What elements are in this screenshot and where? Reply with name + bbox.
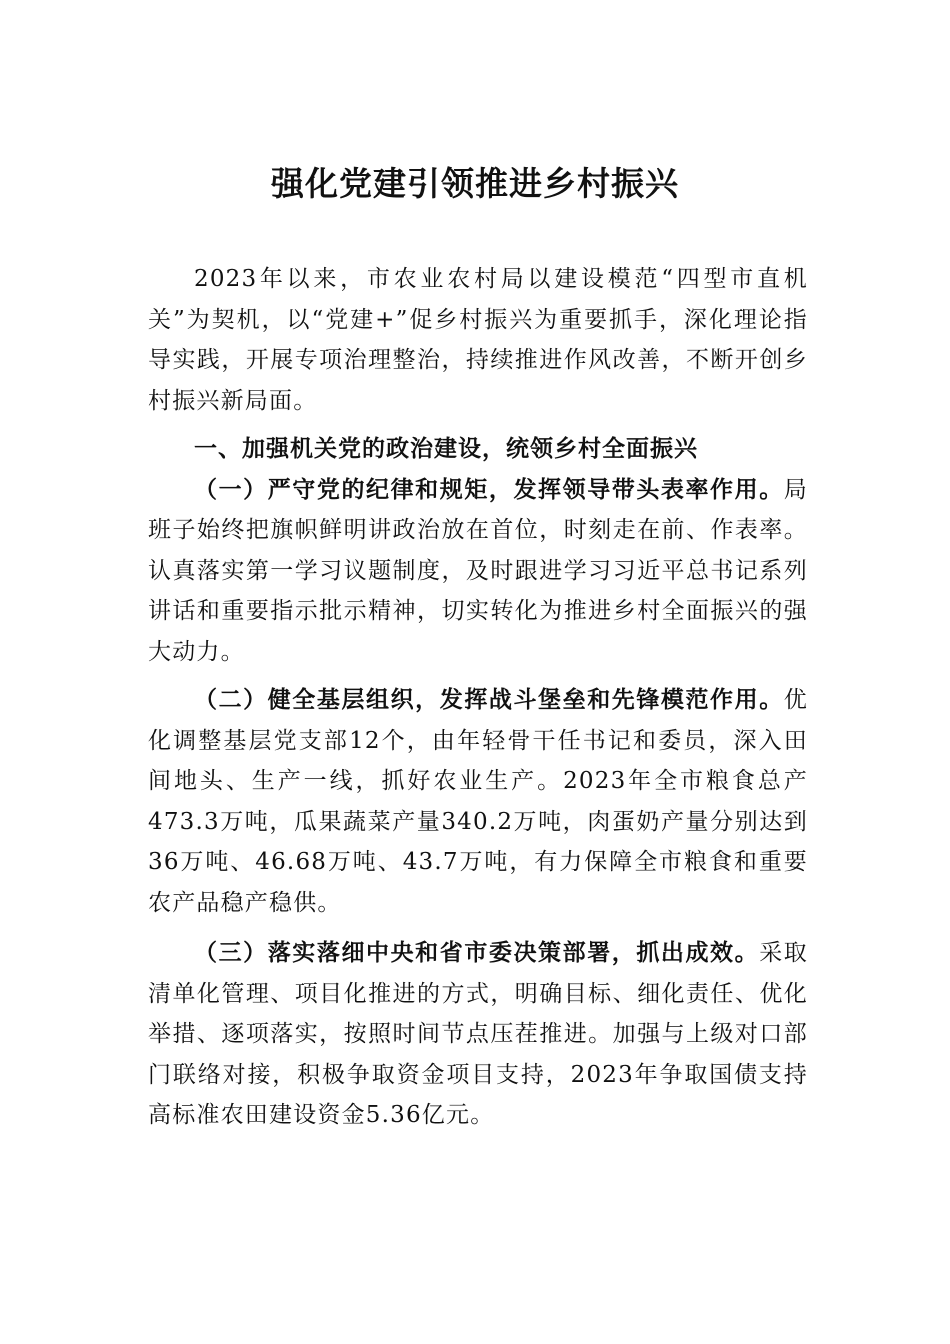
- subsection-3-text: 采取清单化管理、项目化推进的方式，明确目标、细化责任、优化举措、逐项落实，按照时间节点压茬推进。加强与上级对口部门联络对接，积极争取资金项目支持，2023年争取国债支持高标准农田建设资金5.36亿元。: [148, 940, 808, 1128]
- subsection-1-lead: （一）严守党的纪律和规矩，发挥领导带头表率作用。: [194, 476, 784, 503]
- subsection-2-lead: （二）健全基层组织，发挥战斗堡垒和先锋模范作用。: [194, 687, 784, 713]
- subsection-3-paragraph: [148, 933, 808, 1136]
- subsection-1-text: 局班子始终把旗帜鲜明讲政治放在首位，时刻走在前、作表率。认真落实第一学习议题制度，及时跟进学习习近平总书记系列讲话和重要指示批示精神，切实转化为推进乡村全面振兴的强大动力。: [148, 476, 808, 665]
- subsection-2-paragraph: [148, 680, 808, 923]
- subsection-1-paragraph: [148, 470, 808, 673]
- subsection-3-lead: （三）落实落细中央和省市委决策部署，抓出成效。: [194, 940, 760, 966]
- document-title: 强化党建引领推进乡村振兴: [271, 164, 679, 203]
- subsection-2-text: 优化调整基层党支部12个，由年轻骨干任书记和委员，深入田间地头、生产一线，抓好农业生产。2023年全市粮食总产473.3万吨，瓜果蔬菜产量340.2万吨，肉蛋奶产量分别达到36万吨、46.68万吨、43.7万吨，有力保障全市粮食和重要农产品稳产稳供。: [148, 687, 808, 916]
- document-body: [148, 259, 808, 1136]
- section-heading: 一、加强机关党的政治建设，统领乡村全面振兴: [194, 436, 698, 462]
- intro-paragraph: 2023年以来，市农业农村局以建设模范“四型市直机关”为契机，以“党建+”促乡村振兴为重要抓手，深化理论指导实践，开展专项治理整治，持续推进作风改善，不断开创乡村振兴新局面。: [148, 266, 808, 414]
